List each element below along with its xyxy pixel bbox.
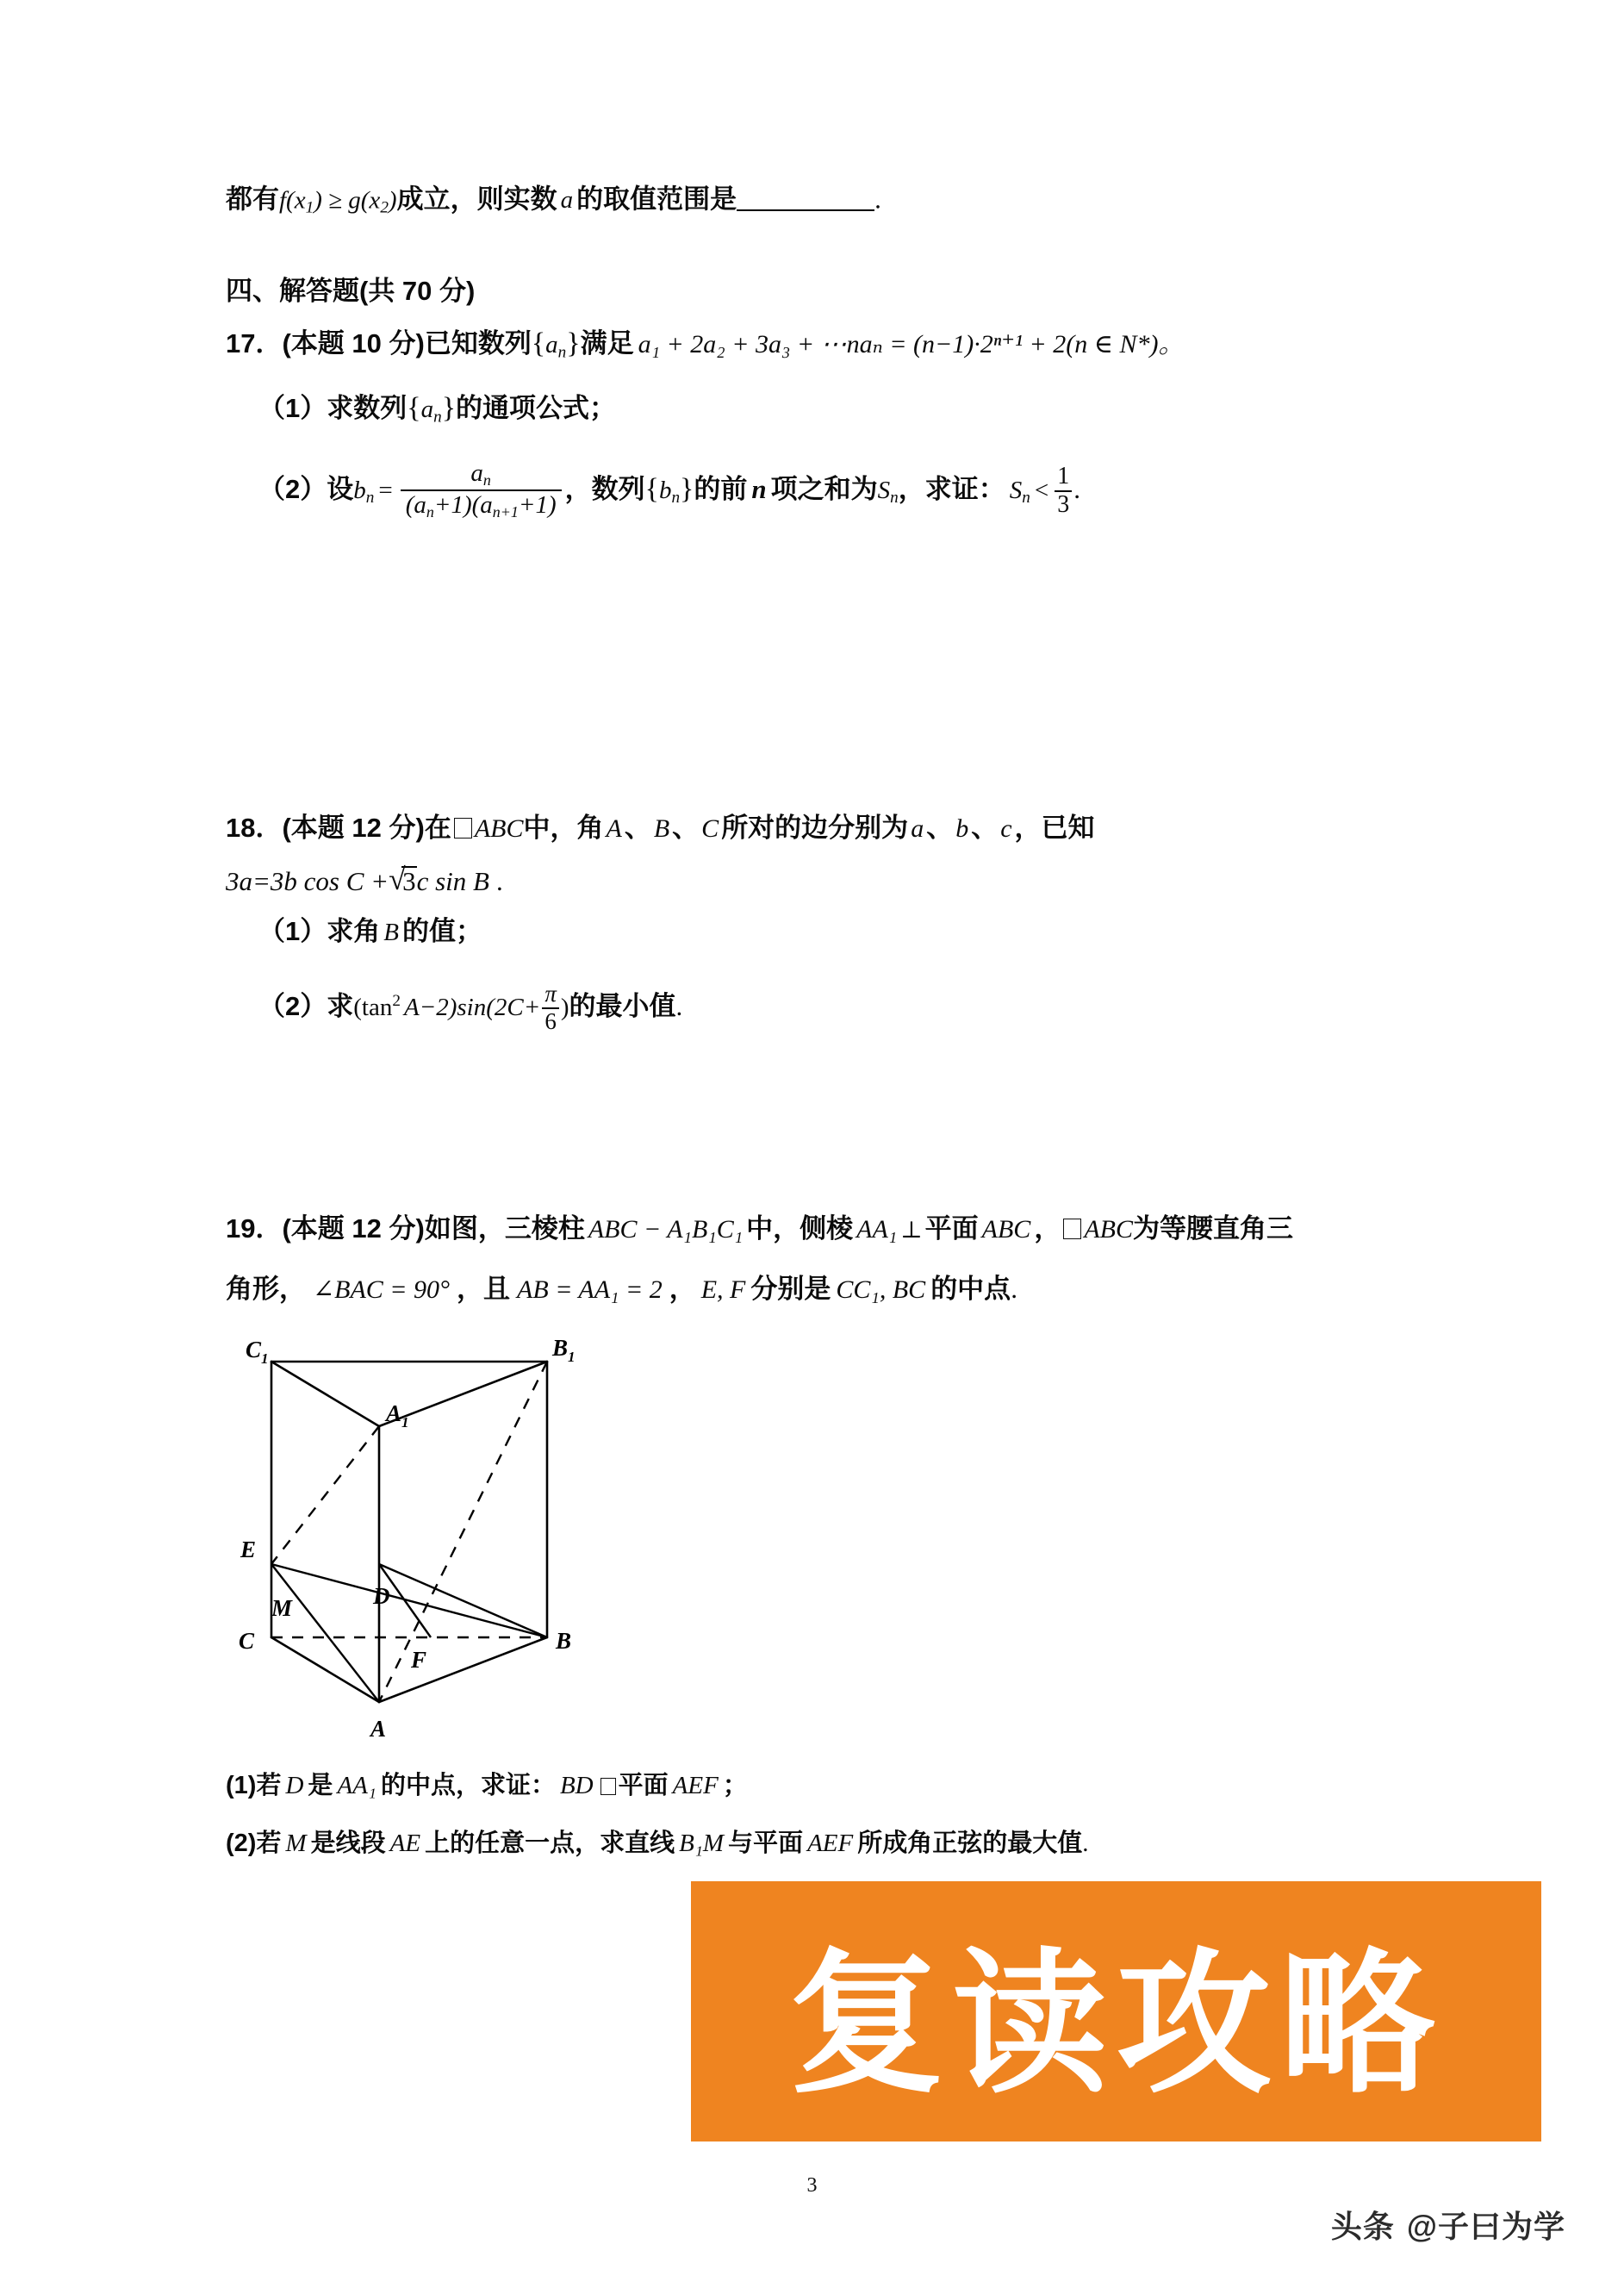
q17-part1-text-a: 求数列 [327,393,408,423]
line-A1E-dashed [271,1426,379,1564]
q17-frac-den-mid: +1)(a [433,490,493,519]
question-19-part-2 [226,1831,1089,1856]
q17-frac-den-sub1: n [426,502,434,521]
q19-part2-label: (2) [226,1830,257,1857]
q17-third-num: 1 [1055,464,1072,492]
q19-stem-text-e: 为等腰直角三 [1133,1213,1293,1244]
q19-line2-text-e: 的中点 [930,1274,1011,1304]
q19-part2-b1m: B₁M [679,1830,725,1857]
q17-part2-label: （2） [258,473,327,504]
q18-part2-expr-c: ) [560,993,569,1021]
q18-sep-1: 、 [624,813,651,843]
q18-angle-a: A [606,814,622,843]
q19-part1-aef: AEF [672,1772,719,1799]
q18-equation-a: 3a=3b cos C + [226,866,389,896]
line-EB [271,1564,547,1637]
promo-banner[interactable] [691,1881,1541,2141]
promo-banner-text: 复读攻略 [788,1938,1444,2111]
q18-angle-c: C [701,814,719,843]
label-A1: $A_1$ [386,1400,409,1431]
edge-CA [271,1637,379,1702]
q19-stem-text-a: 如图，三棱柱 [424,1213,585,1244]
q19-part1-aa1: AA₁ [337,1772,376,1799]
q18-side-c: c [1000,814,1012,843]
q18-stem-text-a: 在 [424,813,451,843]
q17-part2-period: . [1073,473,1080,504]
q19-points: (本题 12 分) [282,1213,425,1244]
question-18-part-2 [258,982,682,1035]
q17-frac-den-open: (a [405,490,426,519]
label-M: M [271,1595,293,1621]
label-A: A [370,1716,387,1742]
carryover-sub-1: 1 [305,198,314,217]
line-B1A-dashed [379,1362,547,1702]
q17-part1-seq-close: } [441,392,457,424]
q17-part2-bn-sub: n [365,489,375,508]
q19-part2-aef: AEF [807,1830,854,1857]
q17-frac-num-sub: n [482,471,491,489]
parallel-glyph-missing-icon [600,1778,616,1795]
q18-triangle-abc: ABC [474,814,524,843]
q17-number: 17． [226,328,283,358]
toutiao-logo: 头条 [1330,2209,1395,2244]
q17-frac-den-sub2: n+1 [492,502,519,521]
q17-part1-seq-sub: n [433,408,442,427]
q18-part2-label: （2） [258,990,327,1021]
watermark [1331,2203,1565,2247]
q19-part2-text-c: 上的任意一点，求直线 [425,1830,675,1857]
q19-part1-label: (1) [226,1772,257,1799]
q18-part2-period: . [675,990,683,1021]
q17-frac-numerator [401,459,562,491]
triangular-prism-diagram [220,1331,702,1762]
label-C: C [239,1628,255,1654]
triangle-glyph-missing-icon-2 [1063,1219,1081,1239]
question-18-part-1 [258,918,482,945]
q19-part2-text-d: 与平面 [728,1830,804,1857]
q17-frac-denominator [401,491,562,521]
q19-part2-ae: AE [389,1830,421,1857]
q17-part2-n: n [751,473,767,504]
q19-part1-text-d: 平面 [618,1772,669,1799]
q19-line2-text-d: 分别是 [750,1274,831,1304]
question-19-stem-line-1 [226,1215,1293,1243]
question-17-part-1 [258,394,616,426]
q19-line2-text-b: ，且 [457,1274,511,1304]
q19-prism: ABC − A₁B₁C₁ [588,1215,744,1244]
question-19-stem-line-2 [226,1275,1017,1303]
q17-part2-lt: < [1034,476,1049,504]
q17-seq-sub: n [557,343,567,362]
q19-midpoints: CC₁, BC [836,1275,926,1304]
prism-svg [220,1331,702,1762]
perpendicular-icon: ⊥ [900,1217,923,1243]
q17-frac-num-a: a [470,459,483,487]
label-B: B [556,1628,572,1654]
q19-angle-expr: ∠BAC = 90° [313,1275,451,1304]
q18-six: 6 [544,1007,557,1034]
q17-part1-seq-open: { [407,392,421,424]
q19-part1-bd: BD [559,1772,594,1799]
q17-part2-text-d: 项之和为 [770,473,878,504]
q17-points: (本题 10 分) [282,328,425,358]
q19-length-expr: AB = AA₁ = 2 [517,1275,663,1304]
q18-part2-expr-a: (tan [353,993,393,1021]
q18-stem-text-c: 所对的边分别为 [721,813,909,843]
label-E: E [240,1537,257,1562]
label-C1: $C_1$ [246,1337,269,1367]
line-EA [271,1564,379,1702]
q18-equation-period: . [495,866,503,896]
q17-part2-text-c: 的前 [694,473,748,504]
q19-triangle-abc: ABC [1084,1215,1133,1244]
carryover-var-a: a [560,186,574,215]
q19-part2-period: . [1082,1830,1089,1857]
carryover-text-c: 的取值范围是 [576,184,737,215]
q18-angle-b: B [653,814,670,843]
q17-part2-seq-open: { [644,472,659,505]
q17-stem-text2: 满足 [580,328,634,358]
q17-bn-fraction [401,459,562,521]
q17-part2-seq-b-sub: n [671,489,681,508]
q17-part1-text-b: 的通项公式； [456,393,617,423]
q19-number: 19． [226,1213,283,1244]
q18-sep-3: 、 [926,813,954,843]
q18-number: 18． [226,813,283,843]
q18-stem-text-b: 中，角 [523,813,604,843]
q19-part2-text-b: 是线段 [310,1830,386,1857]
q17-seq-close: } [566,327,581,359]
q18-stem-text-d: ，已知 [1014,813,1095,843]
label-B1: $B_1$ [552,1335,576,1365]
q18-side-b: b [955,814,969,843]
q17-third-den: 3 [1057,490,1070,518]
question-18-stem [226,814,1095,842]
q17-part1-seq-a: a [420,396,434,423]
q19-part2-text-a: 若 [256,1830,282,1857]
square-root-icon [389,866,417,895]
q18-part2-text-a: 求 [327,990,354,1021]
q19-line2-period: . [1011,1274,1017,1304]
q17-part2-seq-b: b [658,476,672,504]
q17-part2-S2-sub: n [1022,489,1030,508]
q19-part2-text-e: 所成角正弦的最大值 [857,1830,1083,1857]
q18-sep-2: 、 [672,813,700,843]
carryover-math-c: ) [388,186,397,215]
q18-part1-text-b: 的值； [401,916,482,946]
q17-part2-text-e: ，求证： [898,473,1005,504]
q17-part2-S: S [877,476,891,504]
q17-part2-seq-close: } [680,472,694,505]
q19-part1-text-e: ； [722,1772,748,1799]
q18-part1-text-a: 求角 [327,916,381,946]
carryover-line [226,183,881,216]
q19-part1-d: D [285,1772,304,1799]
q18-pi-over-six [542,982,559,1034]
q17-part2-S2: S [1009,476,1023,504]
q18-pi: π [542,982,559,1009]
q17-equation: a₁ + 2a₂ + 3a₃ + ⋯naₙ = (n−1)·2ⁿ⁺¹ + 2(n ∈ N*)。 [638,330,1185,358]
q17-seq-a: a [545,331,558,358]
q17-part2-text-b: ，数列 [564,473,645,504]
triangle-glyph-missing-icon [454,818,472,839]
q18-part1-label: （1） [258,916,327,946]
question-17-part-2 [258,461,1080,522]
q19-line2-text-a: 角形， [226,1274,306,1304]
q17-seq-open: { [531,327,546,359]
q19-line2-text-c: ， [669,1274,696,1304]
question-18-equation [226,866,503,895]
q17-part2-eq: = [378,476,393,504]
q18-part2-text-b: 的最小值 [569,990,676,1021]
q19-part2-m: M [285,1830,307,1857]
q19-stem-text-b: 中，侧棱 [746,1213,854,1244]
carryover-text-a: 都有 [226,184,279,215]
q17-part2-bn: b [353,476,366,504]
q19-plane-abc: ABC [981,1215,1031,1244]
q19-stem-text-d: ， [1034,1213,1061,1244]
question-17-stem [226,329,1184,361]
q17-part2-S-sub: n [890,489,899,508]
q19-part1-text-a: 若 [256,1772,282,1799]
q17-part2-text-a: 设 [327,473,354,504]
q18-side-a: a [911,814,924,843]
label-D: D [373,1583,390,1609]
q18-part1-b: B [383,919,399,946]
q17-one-third-fraction [1055,464,1072,519]
label-F: F [411,1647,427,1673]
q19-points-ef: E, F [700,1275,746,1304]
q17-stem-text: 已知数列 [424,328,532,358]
q18-radicand: 3 [402,866,416,896]
q19-part1-text-b: 是 [308,1772,333,1799]
edge-C1A1 [271,1362,379,1426]
q17-frac-den-close: +1) [518,490,557,519]
q18-part2-exponent: 2 [392,992,401,1011]
q18-points: (本题 12 分) [282,813,425,843]
q18-sep-4: 、 [971,813,999,843]
question-19-part-1 [226,1774,748,1799]
q19-edge-aa1: AA₁ [856,1215,898,1244]
watermark-handle: @子曰为学 [1406,2209,1565,2244]
carryover-period: . [874,184,881,215]
section-heading: 四、解答题(共 70 分) [226,276,476,306]
q18-part2-expr-b: A−2)sin(2C+ [403,993,541,1021]
q19-stem-text-c: 平面 [924,1213,979,1244]
carryover-math-a: f(x [279,186,306,215]
carryover-sub-2: 2 [380,198,389,217]
carryover-text-b: 成立，则实数 [396,184,557,215]
page-number: 3 [806,2174,818,2197]
q17-part1-label: （1） [258,393,327,423]
q19-part1-text-c: 的中点，求证： [380,1772,556,1799]
q18-equation-b: c sin B [416,866,489,896]
carryover-math-b: ) ≥ g(x [314,186,381,215]
answer-blank[interactable] [737,183,874,211]
